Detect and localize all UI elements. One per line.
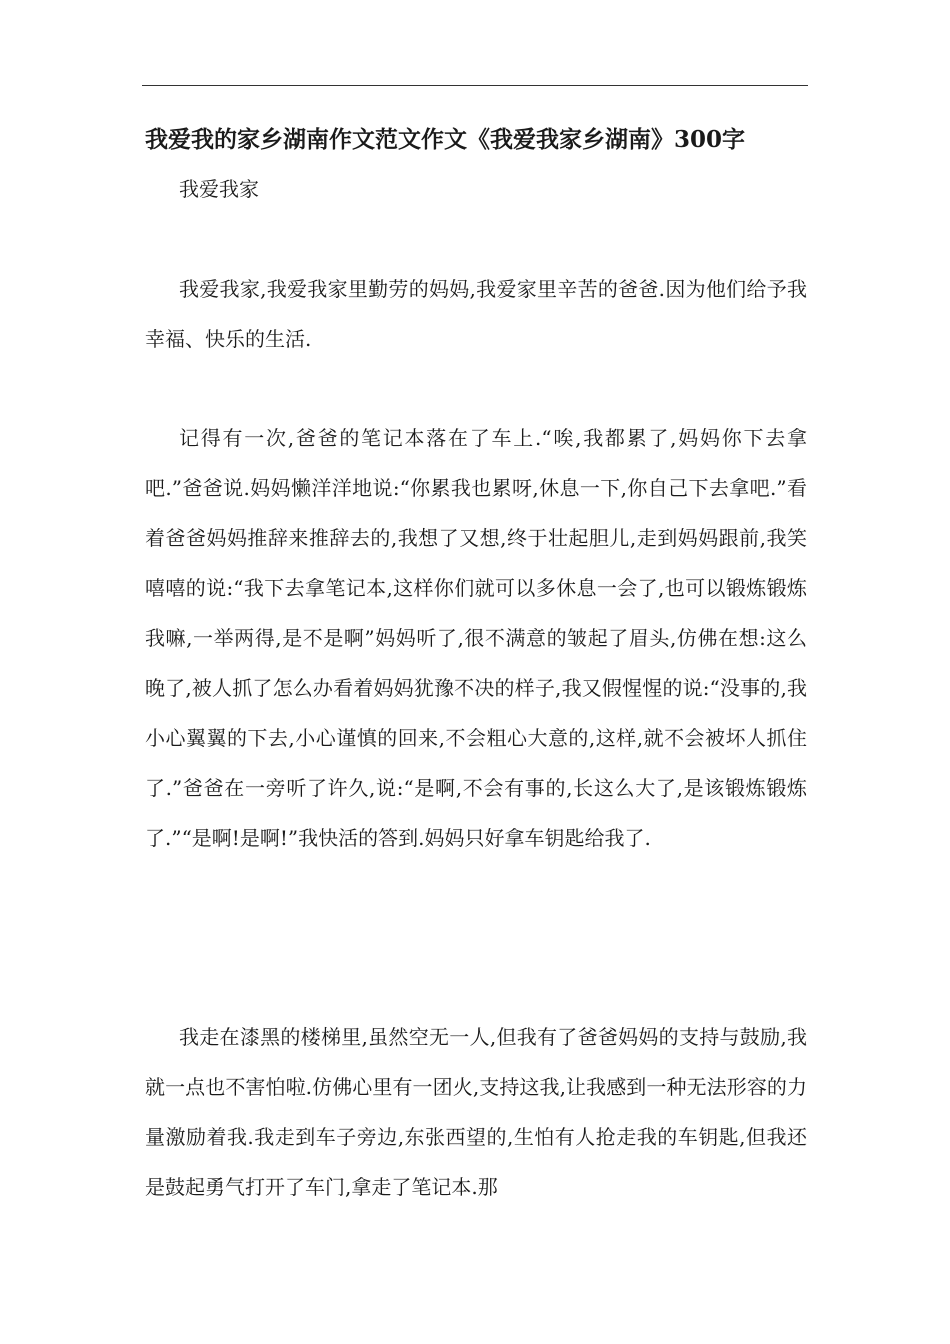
paragraph: 我爱我家,我爱我家里勤劳的妈妈,我爱家里辛苦的爸爸.因为他们给予我幸福、快乐的生活. [145,277,807,351]
paragraph: 我走在漆黑的楼梯里,虽然空无一人,但我有了爸爸妈妈的支持与鼓励,我就一点也不害怕啦.仿佛心里有一团火,支持这我,让我感到一种无法形容的力量激励着我.我走到车子旁边,东张西望的,生怕有人抢走我的车钥匙,但我还是鼓起勇气打开了车门,拿走了笔记本.那 [145,1025,807,1199]
document-subtitle: 我爱我家 [179,177,259,201]
header-rule [142,85,808,86]
document-title: 我爱我的家乡湖南作文范文作文《我爱我家乡湖南》300字 [145,126,746,153]
paragraph: 记得有一次,爸爸的笔记本落在了车上.“唉,我都累了,妈妈你下去拿吧.”爸爸说.妈妈懒洋洋地说:“你累我也累呀,休息一下,你自己下去拿吧.”看着爸爸妈妈推辞来推辞去的,我想了又想,终于壮起胆儿,走到妈妈跟前,我笑嘻嘻的说:“我下去拿笔记本,这样你们就可以多休息一会了,也可以锻炼锻炼我嘛,一举两得,是不是啊”妈妈听了,很不满意的皱起了眉头,仿佛在想:这么晚了,被人抓了怎么办看着妈妈犹豫不决的样子,我又假惺惺的说:“没事的,我小心翼翼的下去,小心谨慎的回来,不会粗心大意的,这样,就不会被坏人抓住了.”爸爸在一旁听了许久,说:“是啊,不会有事的,长这么大了,是该锻炼锻炼了.”“是啊!是啊!”我快活的答到.妈妈只好拿车钥匙给我了. [145,426,807,850]
